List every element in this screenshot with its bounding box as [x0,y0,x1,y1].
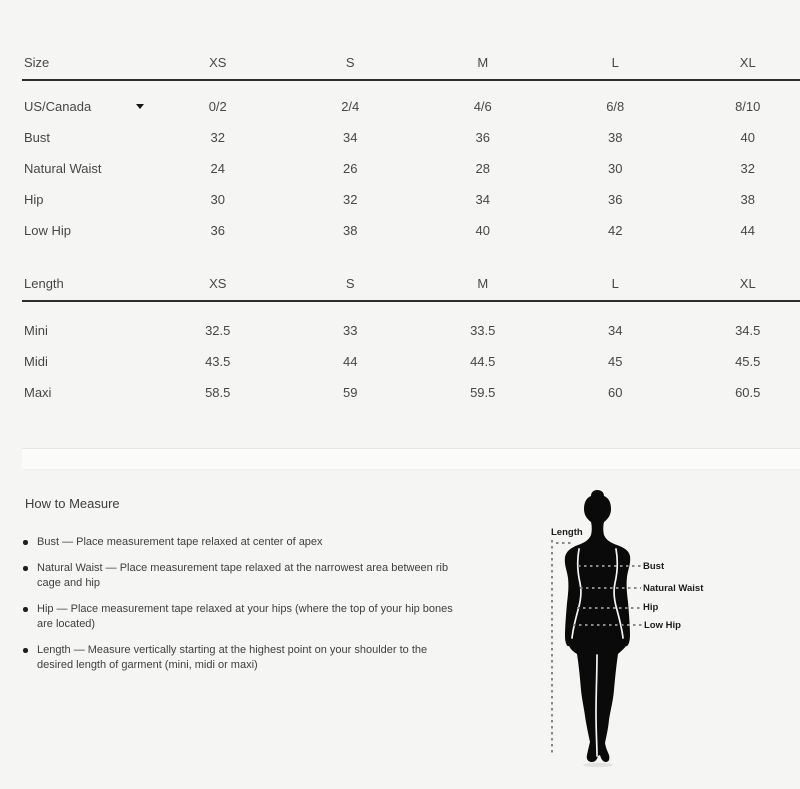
cell-value: 40 [475,223,490,238]
length-col-m: M [416,276,549,301]
cell-value: 33 [343,323,358,338]
cell-value: 34 [475,192,490,207]
size-header-cell: Size [22,55,151,80]
row-label: Natural Waist [24,161,102,176]
instruction-text: Length — Measure vertically starting at the highest point on your shoulder to the desired length of garment (mini, midi or maxi) [37,644,428,671]
length-col-xl: XL [681,276,800,301]
cell-value: 42 [608,223,623,238]
row-label: Midi [24,354,48,369]
cell-value: 58.5 [205,385,231,400]
size-table-container [22,55,800,246]
size-col-xl: XL [681,55,800,80]
length-measure-tick [556,542,571,544]
table-row-mini [22,315,800,346]
cell-value: 2/4 [341,99,360,114]
cell-value: 44 [343,354,358,369]
table-row-hip [22,184,800,215]
table-row-maxi [22,377,800,408]
list-item [23,535,453,550]
measure-instructions-list [23,535,453,673]
list-item [23,643,453,673]
bullet-icon [23,540,28,545]
cell-value: 59.5 [470,385,496,400]
cell-value: 44.5 [470,354,496,369]
row-label: US/Canada [24,99,92,114]
figure-label-hip: Hip [643,602,659,613]
size-col-s: S [284,55,417,80]
cell-value: 30 [210,192,225,207]
cell-value: 8/10 [735,99,761,114]
length-col-s: S [284,276,417,301]
cell-value: 28 [475,161,490,176]
cell-value: 38 [608,130,623,145]
cell-value: 30 [608,161,623,176]
cell-value: 32.5 [205,323,231,338]
length-measure-line [551,540,553,755]
length-header-cell: Length [22,276,151,301]
cell-value: 44 [740,223,755,238]
list-item [23,602,453,632]
cell-value: 43.5 [205,354,231,369]
instruction-text: Bust — Place measurement tape relaxed at center of apex [37,536,323,548]
row-label: Mini [24,323,48,338]
figure-label-natural-waist: Natural Waist [643,583,704,594]
cell-value: 32 [210,130,225,145]
cell-value: 36 [608,192,623,207]
bust-measure-line [578,565,641,567]
cell-value: 36 [475,130,490,145]
length-table-header-row [22,276,800,301]
size-table [22,55,800,246]
section-divider [22,448,800,470]
how-to-measure-title: How to Measure [25,496,120,511]
row-label: Hip [24,192,44,207]
table-row-bust [22,122,800,153]
cell-value: 38 [740,192,755,207]
size-table-header-row [22,55,800,80]
bullet-icon [23,566,28,571]
cell-value: 4/6 [473,99,492,114]
length-col-xs: XS [151,276,284,301]
table-row-natural-waist [22,153,800,184]
list-item [23,561,453,591]
cell-value: 45 [608,354,623,369]
length-col-l: L [549,276,682,301]
row-label: Low Hip [24,223,71,238]
row-label: Maxi [24,385,52,400]
cell-value: 0/2 [208,99,227,114]
cell-value: 33.5 [470,323,496,338]
table-row-midi [22,346,800,377]
row-label: Bust [24,130,51,145]
instruction-text: Hip — Place measurement tape relaxed at your hips (where the top of your hip bones are located) [37,603,453,630]
table-row-low-hip [22,215,800,246]
cell-value: 36 [210,223,225,238]
chevron-down-icon [136,104,144,109]
cell-value: 34 [608,323,623,338]
measurement-figure [540,485,800,785]
cell-value: 34.5 [735,323,761,338]
instruction-text: Natural Waist — Place measurement tape relaxed at the narrowest area between rib cage and hip [37,562,449,589]
length-table-container [22,276,800,408]
bullet-icon [23,607,28,612]
cell-value: 26 [343,161,358,176]
cell-value: 45.5 [735,354,761,369]
cell-value: 60.5 [735,385,761,400]
cell-value: 59 [343,385,358,400]
cell-value: 34 [343,130,358,145]
natural-waist-measure-line [580,587,641,589]
how-to-measure-section [23,497,453,684]
low-hip-measure-line [573,624,642,626]
bullet-icon [23,648,28,653]
size-col-xs: XS [151,55,284,80]
cell-value: 60 [608,385,623,400]
size-col-m: M [416,55,549,80]
cell-value: 32 [740,161,755,176]
figure-label-low-hip: Low Hip [644,620,681,631]
cell-value: 6/8 [606,99,625,114]
figure-label-bust: Bust [643,561,665,572]
cell-value: 38 [343,223,358,238]
cell-value: 32 [343,192,358,207]
cell-value: 24 [210,161,225,176]
figure-label-length: Length [551,527,583,538]
cell-value: 40 [740,130,755,145]
size-col-l: L [549,55,682,80]
table-row-us-canada [22,91,800,122]
length-table [22,276,800,408]
region-selector-dropdown[interactable] [24,99,150,114]
hip-measure-line [577,607,641,609]
